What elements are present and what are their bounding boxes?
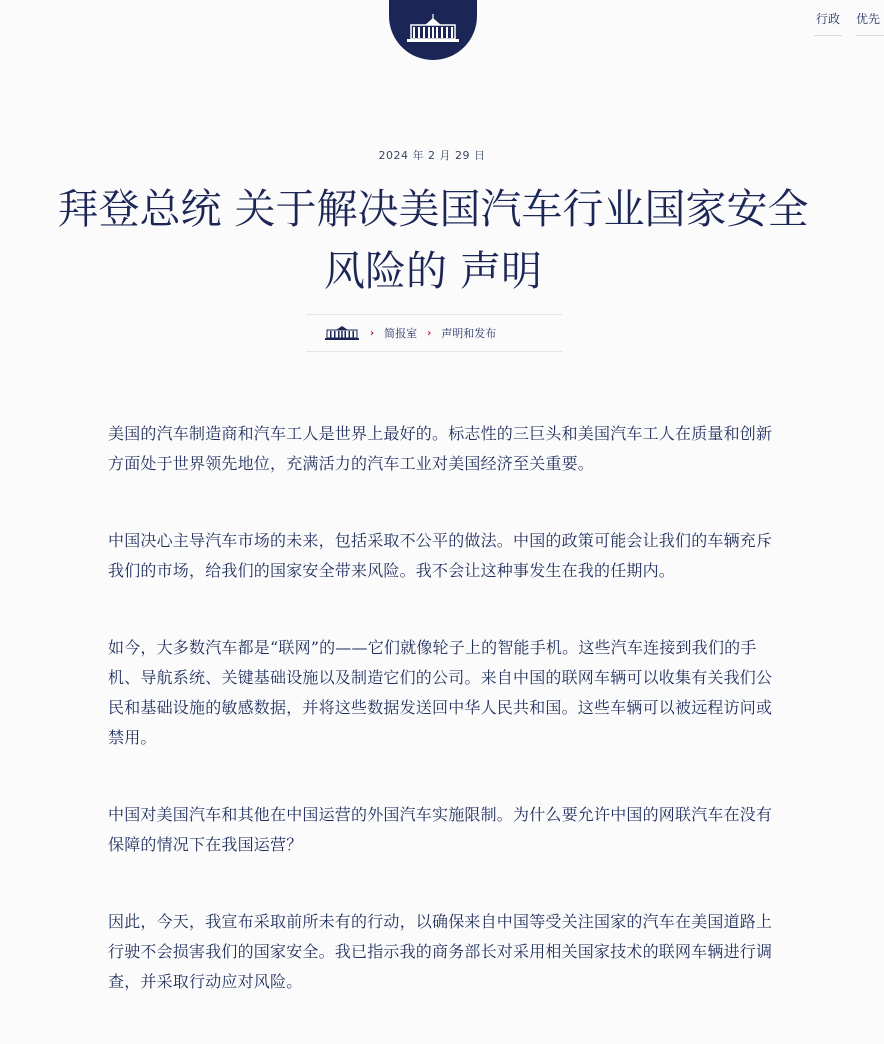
breadcrumb-statements-releases[interactable]: 声明和发布 [441,327,497,340]
page-title-line-2: 风险的 声明 [323,247,543,295]
white-house-logo[interactable] [389,0,477,60]
article-paragraph: 美国的汽车制造商和汽车工人是世界上最好的。标志性的三巨头和美国汽车工人在质量和创新方面处于世界领先地位，充满活力的汽车工业对美国经济至关重要。 [108,424,773,473]
nav-link-priorities[interactable]: 优先 [856,10,884,36]
article-paragraph: 如今，大多数汽车都是“联网”的——它们就像轮子上的智能手机。这些汽车连接到我们的手机、导航系统、关键基础设施以及制造它们的公司。来自中国的联网车辆可以收集有关我们公民和基础设施的敏感数据，并将这些数据发送回中华人民共和国。这些车辆可以被远程访问或禁用。 [108,638,773,747]
article-paragraph: 中国决心主导汽车市场的未来，包括采取不公平的做法。中国的政策可能会让我们的车辆充斥我们的市场，给我们的国家安全带来风险。我不会让这种事发生在我的任期内。 [108,531,773,580]
nav-link-administration[interactable]: 行政 [814,10,842,36]
top-nav [814,10,884,36]
article-paragraph: 因此，今天，我宣布采取前所未有的行动，以确保来自中国等受关注国家的汽车在美国道路上行驶不会损害我们的国家安全。我已指示我的商务部长对采用相关国家技术的联网车辆进行调查，并采取行动应对风险。 [108,912,773,991]
white-house-icon [403,13,463,47]
breadcrumb-chevron-icon: › [370,327,375,339]
page-title [0,178,866,302]
site-header [0,0,884,66]
breadcrumb-home[interactable] [324,325,360,341]
page-title-line-1: 拜登总统 关于解决美国汽车行业国家安全 [57,185,809,233]
breadcrumb-chevron-icon: › [427,327,432,339]
publish-date: 2024 年 2 月 29 日 [378,149,486,162]
white-house-icon [324,325,360,341]
breadcrumb [306,314,562,352]
article-paragraph: 中国对美国汽车和其他在中国运营的外国汽车实施限制。为什么要允许中国的网联汽车在没有保障的情况下在我国运营？ [108,805,773,854]
breadcrumb-briefing-room[interactable]: 简报室 [384,327,418,340]
article-body [108,419,784,1044]
